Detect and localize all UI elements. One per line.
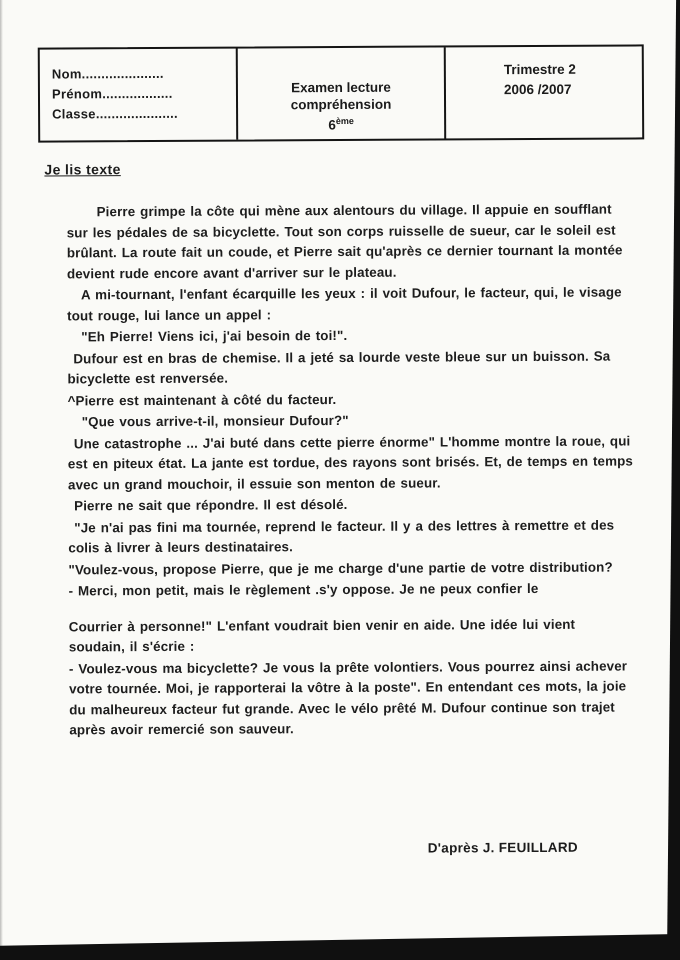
grade-suffix: ème [335, 115, 354, 127]
trimester-line: Trimestre 2 [503, 61, 576, 78]
paragraph-5: ^Pierre est maintenant à côté du facteur. [67, 391, 337, 408]
paragraph-2: A mi-tournant, l'enfant écarquille les yeux : il voit Dufour, le facteur, qui, le visage tout rouge, lui lance un appel : [67, 284, 622, 323]
paragraph-9: "Je n'ai pas fini ma tournée, reprend le facteur. Il y a des lettres à remettre et des colis à livrer à leurs destinataires. [68, 517, 615, 556]
paragraph-7: Une catastrophe ... J'ai buté dans cette pierre énorme" L'homme montre la roue, qui est en piteux état. La jante est tordue, des rayons sont brisés. Et, de temps en temps avec un grand mouchoir, il essuie son menton de sueur. [67, 432, 634, 492]
paragraph-4: Dufour est en bras de chemise. Il a jeté sa lourde veste bleue sur un buisson. Sa bicyclette est renversée. [67, 348, 611, 387]
attribution: D'après J. FEUILLARD [427, 839, 578, 856]
exam-header-box [38, 44, 644, 142]
scan-left-shadow [0, 0, 3, 960]
class-field-line: Classe..................... [52, 105, 178, 122]
reading-text [67, 199, 636, 741]
name-field-line: Nom..................... [51, 65, 164, 82]
student-info-column [40, 49, 236, 141]
paragraph-11: - Merci, mon petit, mais le règlement .s'y oppose. Je ne peux confier le [68, 580, 539, 599]
section-title: Je lis texte [44, 161, 121, 178]
grade-level [238, 112, 444, 134]
paragraph-6: "Que vous arrive-t-il, monsieur Dufour?" [81, 412, 349, 430]
trimester-column [446, 46, 642, 138]
exam-title-column [236, 47, 446, 139]
paragraph-13: - Voulez-vous ma bicyclette? Je vous la prête volontiers. Vous pourrez ainsi achever votre tournée. Moi, je rapporterai la vôtre à la poste". En entendant ces mots, la joie du malheureux facteur fut grande. Avec le vélo prêté M. Dufour continue son trajet après avoir remercié son sauveur. [68, 657, 628, 738]
paragraph-3: "Eh Pierre! Viens ici, j'ai besoin de toi!". [81, 327, 348, 345]
grade-number: 6 [328, 117, 336, 133]
paragraph-8: Pierre ne sait que répondre. Il est désolé. [74, 496, 348, 514]
school-year-line: 2006 /2007 [503, 81, 572, 98]
paragraph-1: Pierre grimpe la côte qui mène aux alentours du village. Il appuie en soufflant sur les pédales de sa bicyclette. Tout son corps ruisselle de sueur, car le soleil est brûlant. La route fait un coude, et Pierre sait qu'après ce dernier tournant la montée devient rude encore avant d'arriver sur le plateau. [66, 201, 623, 281]
exam-title-line1: Examen lecture [291, 79, 391, 96]
paragraph-12: Courrier à personne!" L'enfant voudrait bien venir en aide. Une idée lui vient soudain, il s'écrie : [68, 616, 576, 655]
firstname-field-line: Prénom.................. [51, 85, 173, 102]
paragraph-10: "Voulez-vous, propose Pierre, que je me charge d'une partie de votre distribution? [68, 559, 613, 577]
exam-title-line2: compréhension [290, 96, 392, 113]
